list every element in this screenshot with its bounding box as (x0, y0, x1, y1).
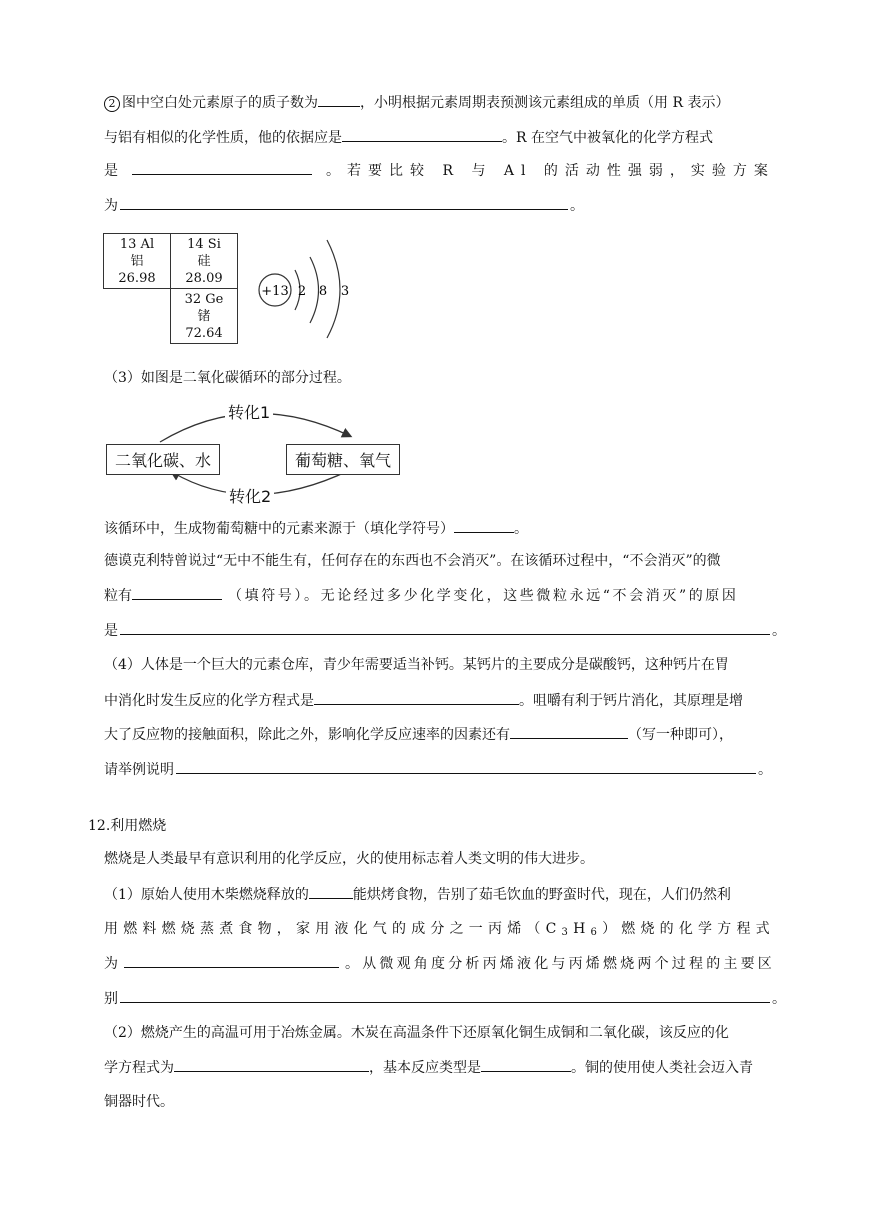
q11-p4-line1: （4）人体是一个巨大的元素仓库，青少年需要适当补钙。某钙片的主要成分是碳酸钙，这种钙片在胃 (104, 657, 729, 673)
q12-p2-line1: （2）燃烧产生的高温可用于冶炼金属。木炭在高温条件下还原氧化铜生成铜和二氧化碳，该反应的化 (104, 1025, 729, 1041)
q11-p2-line1: 2 图中空白处元素原子的质子数为 ，小明根据元素周期表预测该元素组成的单质（用 R 表示） (104, 92, 786, 113)
element-cell-si: 14 Si 硅 28.09 (170, 233, 238, 289)
answer-blank[interactable] (176, 759, 756, 774)
answer-blank[interactable] (132, 160, 312, 175)
answer-blank[interactable] (342, 127, 502, 142)
answer-blank[interactable] (454, 518, 514, 533)
element-cell-al: 13 Al 铝 26.98 (103, 233, 171, 289)
box-glucose-oxygen: 葡萄糖、氧气 (286, 444, 400, 475)
answer-blank[interactable] (510, 724, 628, 739)
q12-title: 12.利用燃烧 (88, 818, 167, 834)
q11-p4-line4: 请举例说明 。 (104, 759, 772, 780)
answer-blank[interactable] (318, 92, 360, 107)
answer-blank[interactable] (481, 1057, 571, 1072)
q11-p3-line4: 是 。 (104, 620, 786, 641)
answer-blank[interactable] (132, 585, 222, 600)
answer-blank[interactable] (314, 690, 519, 705)
box-co2-water: 二氧化碳、水 (106, 444, 220, 475)
q12-p2-line3: 铜器时代。 (104, 1094, 174, 1110)
q12-p1-line3: 为 。从微观角度分析丙烯液化与丙烯燃烧两个过程的主要区 (104, 953, 786, 974)
shell-count-1: 2 (297, 284, 307, 299)
answer-blank[interactable] (174, 1057, 369, 1072)
q11-p2-line4: 为 。 (104, 195, 584, 216)
q12-p1-line4: 别 。 (104, 988, 786, 1009)
nucleus-label: +13 (261, 284, 289, 299)
answer-blank[interactable] (120, 620, 770, 635)
shell-count-3: 3 (340, 284, 350, 299)
label-transform-1: 转化1 (225, 400, 273, 423)
label-transform-2: 转化2 (226, 484, 274, 507)
q11-p4-line3: 大了反应物的接触面积，除此之外，影响化学反应速率的因素还有 （写一种即可）， (104, 724, 786, 745)
atom-structure-diagram (255, 232, 355, 342)
shell-count-2: 8 (318, 284, 328, 299)
q12-p1-line2: 用燃料燃烧蒸煮食物，家用液化气的成分之一丙烯$(C_3H_6)$燃烧的化学方程式 (104, 921, 775, 938)
q12-p1-line1: （1）原始人使用木柴燃烧释放的 能烘烤食物，告别了茹毛饮血的野蛮时代，现在，人们仍然利 (104, 884, 786, 905)
q11-p3-line3: 粒有 （填符号）。无论经过多少化学变化，这些微粒永远“不会消灭”的原因 (104, 585, 786, 606)
q11-p3-line2: 德谟克利特曾说过“无中不能生有，任何存在的东西也不会消灭”。在该循环过程中，“不会消灭”的微 (104, 553, 721, 569)
q12-intro: 燃烧是人类最早有意识利用的化学反应，火的使用标志着人类文明的伟大进步。 (104, 851, 594, 867)
co2-cycle-diagram (100, 398, 410, 508)
q11-p2-line2: 与铝有相似的化学性质，他的依据应是 。R 在空气中被氧化的化学方程式 (104, 127, 786, 148)
answer-blank[interactable] (309, 884, 353, 899)
answer-blank[interactable] (120, 988, 770, 1003)
electron-shell-3 (327, 240, 340, 338)
electron-shell-2 (310, 257, 319, 323)
element-cell-ge: 32 Ge 锗 72.64 (170, 288, 238, 344)
q11-p3-line1: 该循环中，生成物葡萄糖中的元素来源于（填化学符号） 。 (104, 518, 786, 539)
answer-blank[interactable] (120, 195, 568, 210)
q11-p3-intro: （3）如图是二氧化碳循环的部分过程。 (104, 370, 351, 386)
answer-blank[interactable] (124, 953, 339, 968)
circled-number: 2 (104, 96, 120, 112)
q11-p2-line3: 是 。若要比较 R 与 Al 的活动性强弱，实验方案 (104, 160, 786, 181)
q12-p2-line2: 学方程式为 ，基本反应类型是 。铜的使用使人类社会迈入青 (104, 1057, 786, 1078)
q11-p4-line2: 中消化时发生反应的化学方程式是 。咀嚼有利于钙片消化，其原理是增 (104, 690, 786, 711)
